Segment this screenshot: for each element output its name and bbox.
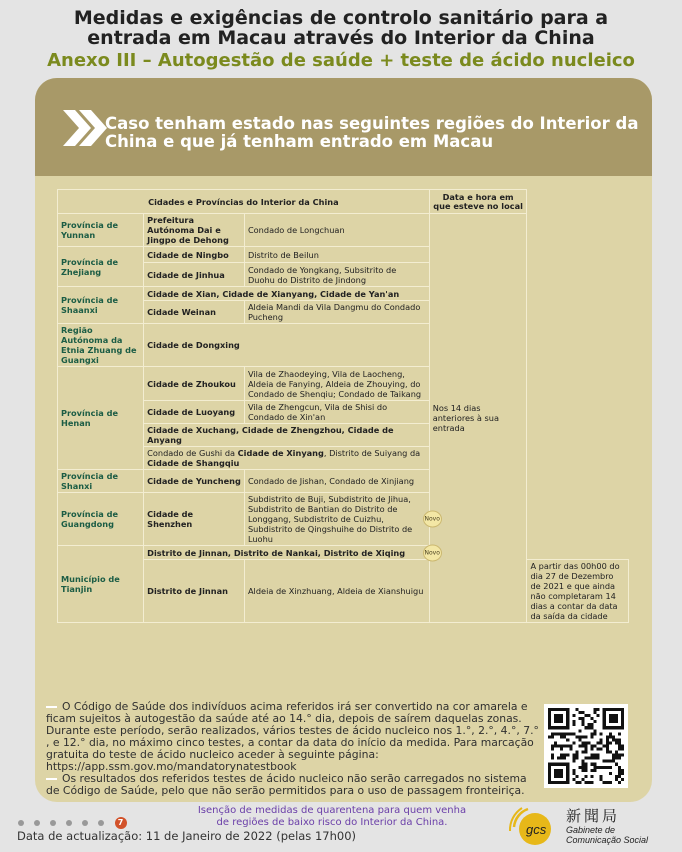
- province-zhejiang: Província de Zhejiang: [58, 247, 144, 287]
- page-indicator: [18, 812, 127, 827]
- note-1-url[interactable]: https://app.ssm.gov.mo/mandatorynatestbook: [46, 760, 297, 773]
- tianjin-districts: [144, 546, 440, 560]
- province-guangdong: Província de Guangdong: [58, 493, 144, 546]
- sub-jinhua: Condado de Yongkang, Subsitrito de Duohu do Distrito de Jindong: [244, 263, 429, 287]
- sub-luoyang: Vila de Zhengcun, Vila de Shisi do Condado de Xin'an: [244, 401, 429, 424]
- sub-weinan: Aldeia Mandi da Vila Dangmu do Condado Pucheng: [244, 301, 429, 324]
- city-zhoukou: Cidade de Zhoukou: [144, 367, 245, 401]
- table-row: [58, 470, 629, 493]
- page-dot[interactable]: [82, 820, 88, 826]
- province-shanxi: Província de Shanxi: [58, 470, 144, 493]
- table-row: [58, 424, 629, 447]
- qr-code-graphic: [548, 708, 624, 784]
- header-regions: Cidades e Províncias do Interior da China: [58, 190, 430, 214]
- sub-gushi: Condado de Gushi da Cidade de Xinyang, Distrito de Suiyang da Cidade de Shangqiu: [144, 447, 430, 470]
- province-tianjin: Município de Tianjin: [58, 546, 144, 623]
- page-dot[interactable]: [98, 820, 104, 826]
- header-time: Data e hora em que esteve no local: [429, 190, 527, 214]
- sub-shenzhen: [244, 493, 440, 546]
- logo-chinese: 新聞局: [566, 807, 621, 825]
- qr-code-icon[interactable]: [544, 704, 628, 788]
- province-guangxi: Região Autónoma da Etnia Zhuang de Guangxi: [58, 324, 144, 367]
- province-yunnan: Província de Yunnan: [58, 214, 144, 247]
- city-xuchang: Cidade de Xuchang, Cidade de Zhengzhou, Cidade de Anyang: [144, 424, 430, 447]
- regions-table: [57, 189, 629, 623]
- page-dot[interactable]: [34, 820, 40, 826]
- table-row: [58, 301, 629, 324]
- city-jinhua: Cidade de Jinhua: [144, 263, 245, 287]
- province-henan: Província de Henan: [58, 367, 144, 470]
- dash-bullet: [46, 706, 57, 708]
- page-subtitle: Anexo III – Autogestão de saúde + teste de ácido nucleico: [47, 50, 635, 71]
- city-shenzhen: Cidade de Shenzhen: [144, 493, 245, 546]
- city-dehong: Prefeitura Autónoma Dai e Jingpo de Dehong: [144, 214, 245, 247]
- card-heading: Caso tenham estado nas seguintes regiões do Interior da China e que já tenham entrado em Macau: [105, 114, 639, 151]
- sub-zhoukou: Vila de Zhaodeying, Vila de Laocheng, Aldeia de Fanying, Aldeia de Zhouying, do Condado de Shenqiu; Condado de Taikang: [244, 367, 429, 401]
- time-14-days: Nos 14 dias anteriores à sua entrada: [429, 214, 527, 623]
- logo-mark-text: gcs: [526, 822, 547, 837]
- note-1: O Código de Saúde dos indivíduos acima referidos irá ser convertido na cor amarela e ficam sujeitos à autogestão da saúde até ao 14.° dia, depois de saírem daquelas zonas. Durante este período, serão realizados, vários testes de ácido nucleico nos 1.°, 2.°, 4.°, 7.° , e 12.° dia, no máximo cinco testes, a contar da data do início da medida. Para marcação gratuita do teste de ácido nucleico aceder à seguinte página:: [46, 700, 539, 761]
- dash-bullet: [46, 778, 57, 780]
- table-row: [58, 324, 629, 367]
- gcs-logo: [508, 805, 678, 849]
- city-yuncheng: Cidade de Yuncheng: [144, 470, 245, 493]
- table-row: [58, 214, 629, 247]
- sub-beilun: Distrito de Beilun: [244, 247, 429, 263]
- page-dot[interactable]: [18, 820, 24, 826]
- tianjin-cell: Distrito de Jinnan, Distrito de Nankai, Distrito de Xiqing Novo: [147, 548, 426, 558]
- city-luoyang: Cidade de Luoyang: [144, 401, 245, 424]
- current-page-number[interactable]: 7: [115, 817, 127, 829]
- sub-longchuan: Condado de Longchuan: [244, 214, 429, 247]
- sub-yuncheng: Condado de Jishan, Condado de Xinjiang: [244, 470, 429, 493]
- card-header: [35, 78, 652, 176]
- table-row: [58, 401, 629, 424]
- page-dot[interactable]: [50, 820, 56, 826]
- province-shaanxi: Província de Shaanxi: [58, 287, 144, 324]
- city-ningbo: Cidade de Ningbo: [144, 247, 245, 263]
- table-row: [58, 546, 629, 560]
- table-header-row: [58, 190, 629, 214]
- table-row: [58, 367, 629, 401]
- table-row: [58, 247, 629, 263]
- new-badge: Novo: [423, 544, 442, 561]
- notes: [46, 701, 542, 797]
- logo-portuguese: Gabinete de Comunicação Social: [566, 825, 649, 845]
- update-date: Data de actualização: 11 de Janeiro de 2022 (pelas 17h00): [17, 829, 356, 843]
- city-jinnan: Distrito de Jinnan: [144, 560, 245, 623]
- table-row: [58, 560, 629, 623]
- note-2: Os resultados dos referidos testes de ácido nucleico não serão carregados no sistema de Código de Saúde, pelo que não serão permitidos para o uso de passagem fronteiriça.: [46, 772, 527, 797]
- page-dot[interactable]: [66, 820, 72, 826]
- sub-jinnan: Aldeia de Xinzhuang, Aldeia de Xianshuigu: [244, 560, 429, 623]
- new-badge: Novo: [423, 511, 442, 528]
- shenzhen-cell: Subdistrito de Buji, Subdistrito de Jihua, Subdistrito de Bantian do Distrito de Longgang, Subdistrito de Cuizhu, Subdistrito de Qingshuihe do Distrito de Luohu Novo: [247, 494, 440, 544]
- time-since-dec-27: A partir das 00h00 do dia 27 de Dezembro de 2021 e que ainda não completaram 14 dias a contar da data da saída da cidade: [527, 560, 629, 623]
- next-topic-link[interactable]: Isenção de medidas de quarentena para quem venha de regiões de baixo risco do Interior da China.: [197, 805, 467, 828]
- city-xian: Cidade de Xian, Cidade de Xianyang, Cidade de Yan'an: [144, 287, 430, 301]
- table-row: [58, 263, 629, 287]
- city-weinan: Cidade Weinan: [144, 301, 245, 324]
- city-dongxing: Cidade de Dongxing: [144, 324, 430, 367]
- table-row: [58, 447, 629, 470]
- table-row: [58, 493, 629, 546]
- double-chevron-icon: [61, 108, 107, 148]
- table-row: [58, 287, 629, 301]
- gcs-logo-mark: [508, 805, 562, 849]
- page-title: Medidas e exigências de controlo sanitário para a entrada em Macau através do Interior da China: [73, 7, 609, 49]
